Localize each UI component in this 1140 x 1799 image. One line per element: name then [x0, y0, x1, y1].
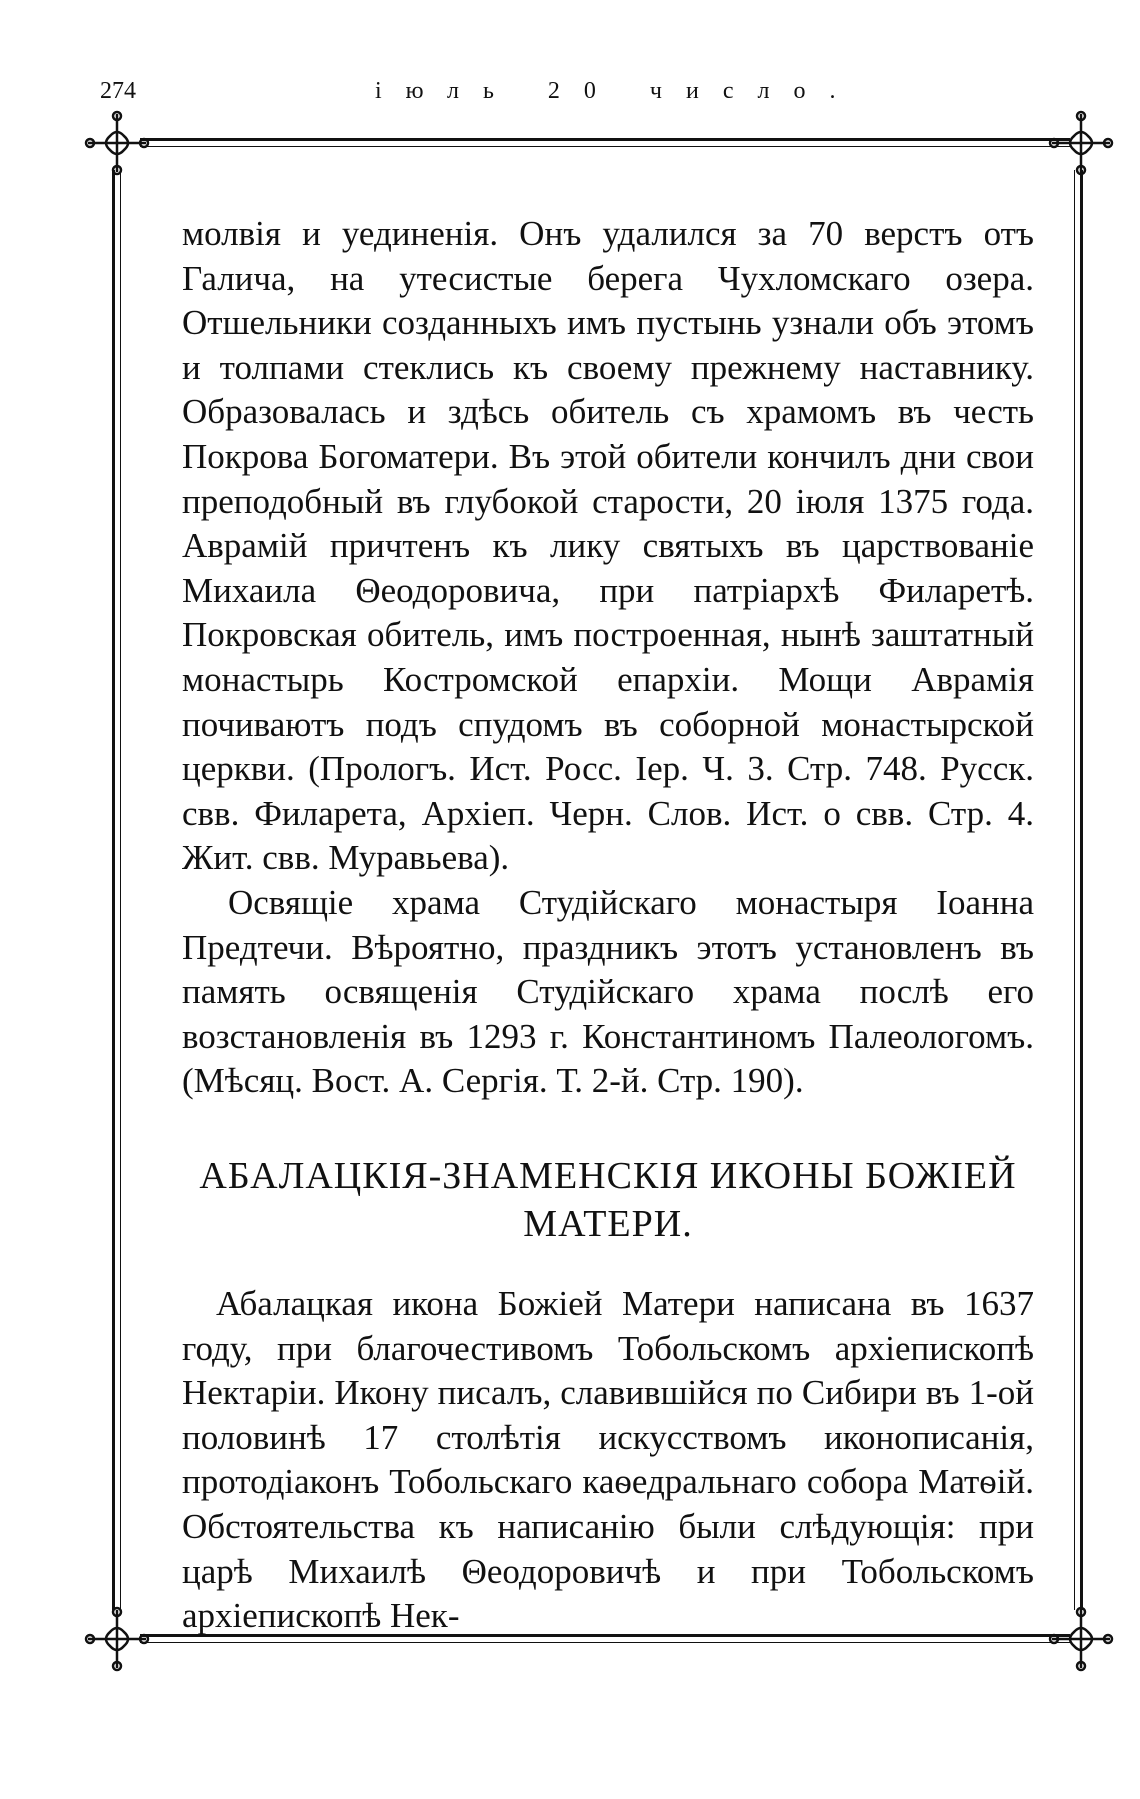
section-text: [182, 1282, 1034, 1639]
running-title: іюль 20 число.: [375, 78, 860, 104]
frame-top-inner: [140, 146, 1070, 147]
corner-ornament-bottom-left-icon: [82, 1604, 152, 1674]
main-text: [182, 212, 1034, 1104]
running-head: [100, 78, 1100, 118]
paragraph-continuation: молвія и уединенія. Онъ удалился за 70 верстъ отъ Галича, на утесистые берега Чухломскаго озера. Отшельники созданныхъ имъ пустынь узнали объ этомъ и толпами стеклись къ своему прежнему наставнику. Образовалась и здѣсь обитель съ храмомъ въ честь Покрова Богоматери. Въ этой обители кончилъ дни свои преподобный въ глубокой старости, 20 іюля 1375 года. Аврамій причтенъ къ лику святыхъ въ царствованіе Михаила Θеодоровича, при патріархѣ Филаретѣ. Покровская обитель, имъ построенная, нынѣ заштатный монастырь Костромской епархіи. Мощи Аврамія почиваютъ подъ спудомъ въ соборной монастырской церкви. (Прологъ. Ист. Росс. Іер. Ч. 3. Стр. 748. Русск. свв. Филарета, Архіеп. Черн. Слов. Ист. о свв. Стр. 4. Жит. свв. Муравьева).: [182, 214, 1034, 878]
paragraph-abalak-icon: Абалацкая икона Божіей Матери написана въ 1637 году, при благочестивомъ Тобольскомъ архіепископѣ Нектаріи. Икону писалъ, славившійся по Сибири въ 1-ой половинѣ 17 столѣтія искусствомъ иконописанія, протодіаконъ Тобольскаго каѳедральнаго собора Матѳій. Обстоятельства къ написанію были слѣдующія: при царѣ Михаилѣ Θеодоровичѣ и при Тобольскомъ архіепископѣ Нек-: [182, 1284, 1034, 1636]
corner-ornament-top-right-icon: [1046, 108, 1116, 178]
paragraph-studion-feast: Освящіе храма Студійскаго монастыря Іоанна Предтечи. Вѣроятно, праздникъ этотъ установленъ въ память освященія Студійскаго храма послѣ его возстановленія въ 1293 г. Константиномъ Палеологомъ. (Мѣсяц. Вост. А. Сергія. Т. 2-й. Стр. 190).: [182, 882, 1034, 1101]
corner-ornament-top-left-icon: [82, 108, 152, 178]
frame-left-inner: [120, 170, 121, 1610]
page-number: 274: [100, 78, 136, 104]
corner-ornament-bottom-right-icon: [1046, 1604, 1116, 1674]
frame-bottom-inner: [140, 1642, 1070, 1643]
frame-right-outer: [1080, 170, 1083, 1610]
section-heading: АБАЛАЦКІЯ-ЗНАМЕНСКІЯ ИКОНЫ БОЖІЕЙ МАТЕРИ.: [199, 1155, 1017, 1245]
frame-right-inner: [1074, 170, 1075, 1610]
frame-left-outer: [112, 170, 115, 1610]
frame-top-outer: [140, 138, 1070, 141]
